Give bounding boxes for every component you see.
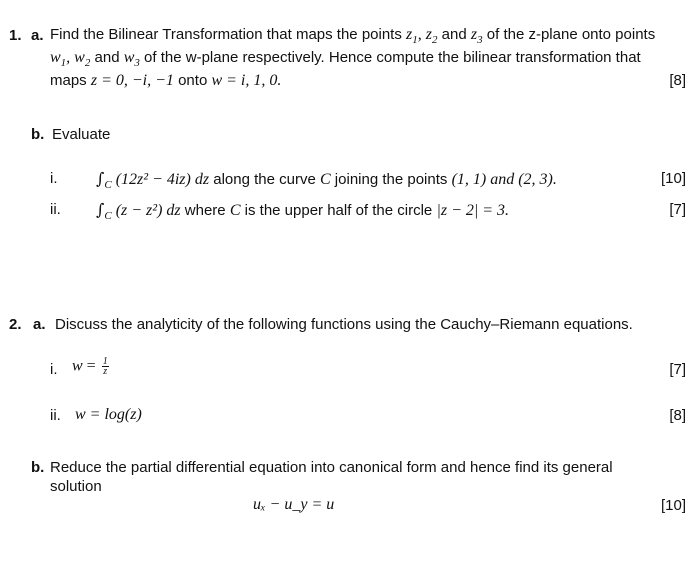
q1a-label: a.	[31, 27, 44, 44]
integral-icon: ∫	[96, 200, 105, 219]
q2a-text: Discuss the analyticity of the following functions using the Cauchy–Riemann equations.	[55, 316, 633, 333]
q2a-ii-marks: [8]	[669, 407, 686, 424]
q1a-marks: [8]	[669, 72, 686, 89]
q2a-label: a.	[33, 316, 46, 333]
q1a-line2: $w_1$, $w_2$ and $w_3$ of the w-plane respectively. Hence compute the bilinear transformation that	[50, 49, 641, 70]
integral-icon: ∫	[96, 169, 105, 188]
q1b-title: Evaluate	[52, 126, 111, 143]
q1b-ii-label: ii.	[50, 201, 61, 218]
q2b-equation: uₓ − u_y = u	[253, 496, 335, 513]
q2-number: 2.	[9, 316, 22, 333]
q2b-label: b.	[31, 459, 45, 476]
q1b-i-label: i.	[50, 170, 58, 187]
q1b-i-marks: [10]	[660, 170, 686, 187]
q2b-line2: solution	[50, 478, 102, 495]
q2a-i-label: i.	[50, 361, 58, 378]
q1b-i-text: $\int_C$ (12z² − 4iz) dz along the curve C joining the points (1, 1) and (2, 3).	[96, 169, 557, 191]
q2a-ii-label: ii.	[50, 407, 61, 424]
q1b-ii-text: $\int_C$ (z − z²) dz where C is the upper half of the circle |z − 2| = 3.	[96, 200, 510, 222]
q1a-line3: maps z = 0, −i, −1 onto w = i, 1, 0.	[50, 72, 282, 89]
q1b-ii-marks: [7]	[669, 201, 686, 218]
q2a-i-expr: w = $\frac{1}{z}$	[72, 356, 108, 377]
q2b-line1: Reduce the partial differential equation into canonical form and hence find its general	[50, 459, 613, 476]
q1a-line1: Find the Bilinear Transformation that maps the points $z_1$, $z_2$ and $z_3$ of the z-plane onto points	[50, 26, 656, 47]
q2b-marks: [10]	[660, 497, 686, 514]
q1-number: 1.	[9, 27, 22, 44]
q2a-ii-expr: w = log(z)	[75, 406, 142, 423]
q2a-i-marks: [7]	[669, 361, 686, 378]
q1b-label: b.	[31, 126, 45, 143]
